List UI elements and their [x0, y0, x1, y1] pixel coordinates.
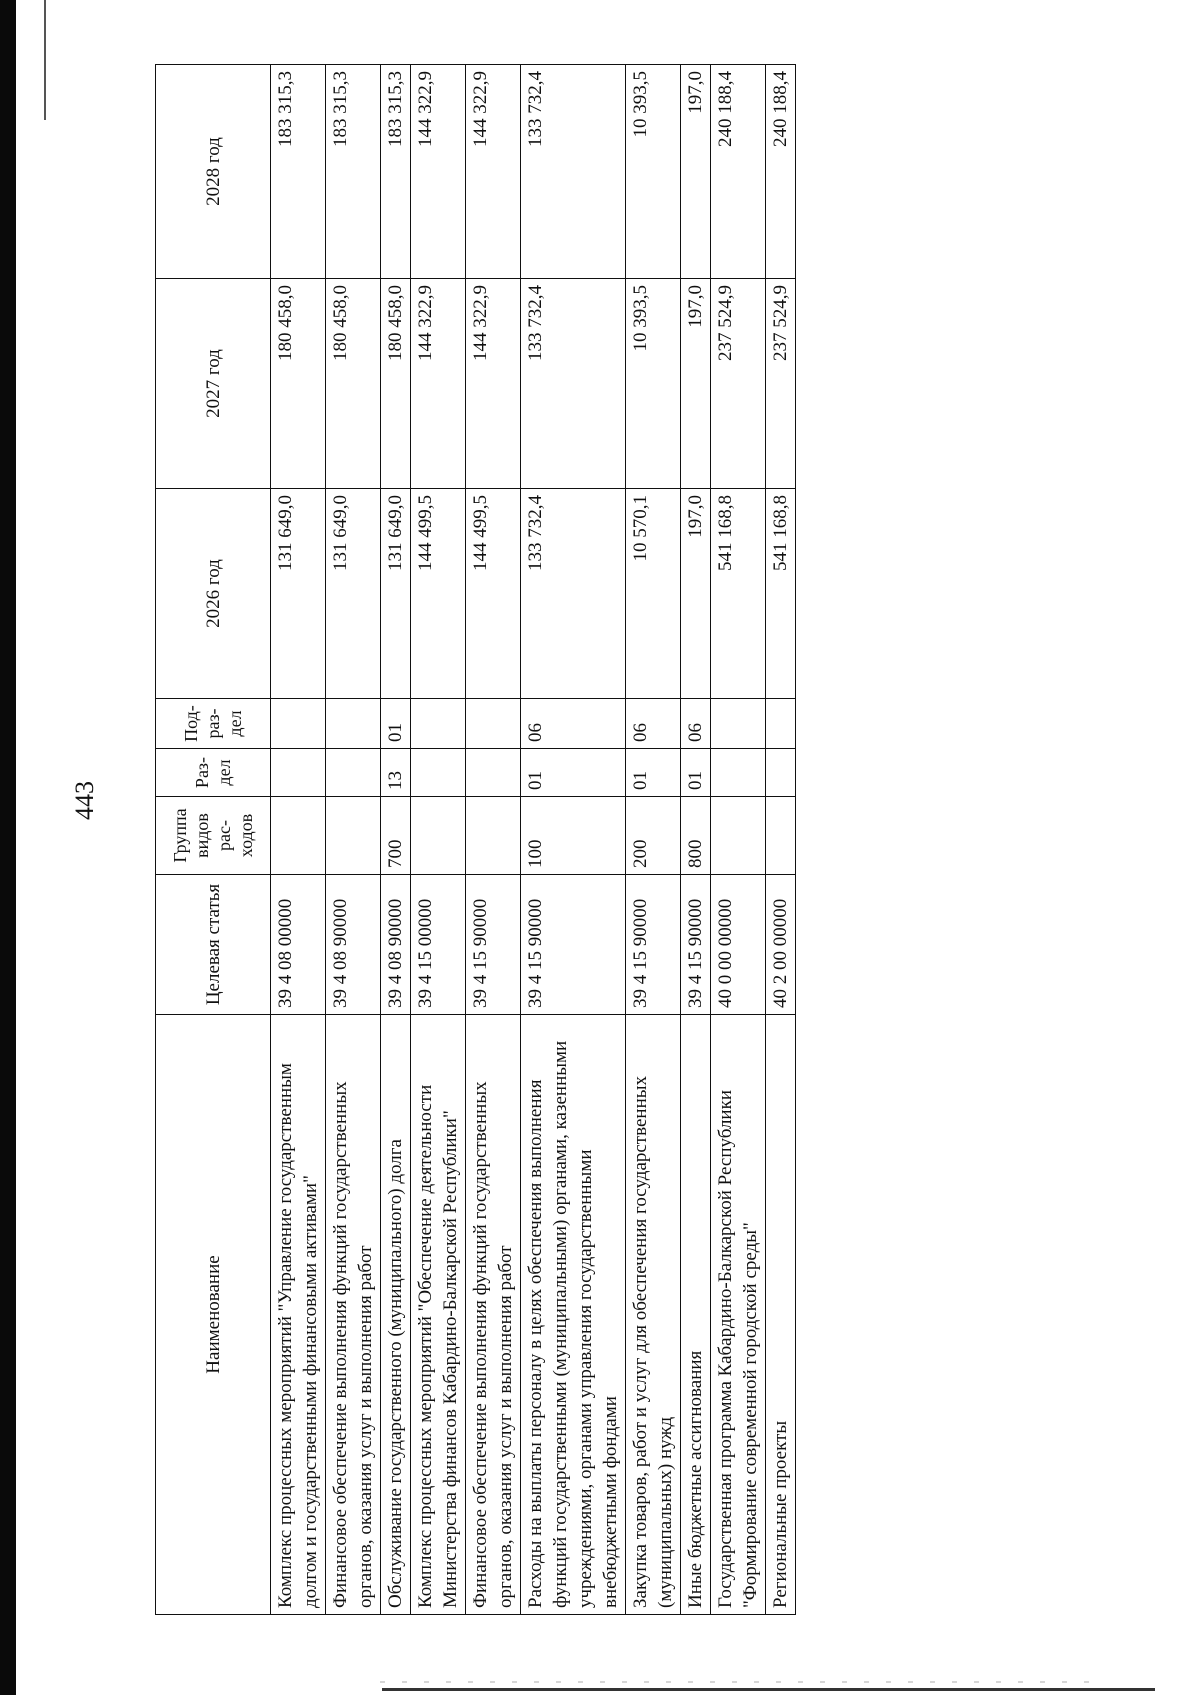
cell-section: 01	[521, 749, 626, 797]
cell-section: 01	[626, 749, 681, 797]
budget-table-container	[155, 64, 796, 1615]
scan-mark	[44, 0, 46, 120]
cell-section: 01	[681, 749, 711, 797]
cell-2027: 197,0	[681, 279, 711, 489]
cell-2026: 541 168,8	[711, 489, 766, 699]
cell-group	[466, 797, 521, 875]
scan-artifact	[380, 1681, 1100, 1683]
header-target-article: Целевая статья	[156, 875, 271, 1015]
cell-target: 39 4 15 90000	[681, 875, 711, 1015]
cell-group: 800	[681, 797, 711, 875]
cell-section	[326, 749, 381, 797]
cell-section	[466, 749, 521, 797]
cell-2027: 237 524,9	[711, 279, 766, 489]
table-row	[326, 65, 381, 1615]
cell-2028: 240 188,4	[766, 65, 796, 279]
budget-table	[155, 64, 796, 1615]
cell-section	[271, 749, 326, 797]
cell-subsection	[271, 699, 326, 749]
header-subsection: Под- раз- дел	[156, 699, 271, 749]
cell-name: Комплекс процессных мероприятий "Обеспечение деятельности Министерства финансов Кабардино-Балкарской Республики"	[411, 1015, 466, 1615]
cell-group	[271, 797, 326, 875]
cell-subsection: 06	[521, 699, 626, 749]
cell-target: 39 4 15 90000	[521, 875, 626, 1015]
scan-bottom-edge	[382, 1688, 1155, 1691]
cell-2028: 10 393,5	[626, 65, 681, 279]
cell-2027: 144 322,9	[411, 279, 466, 489]
cell-name: Иные бюджетные ассигнования	[681, 1015, 711, 1615]
cell-2027: 133 732,4	[521, 279, 626, 489]
cell-2028: 183 315,3	[271, 65, 326, 279]
cell-name: Расходы на выплаты персоналу в целях обеспечения выполнения функций государственными (муниципальными) органами, казенными учреждениями, органами управления государственными внебюджетными фондами	[521, 1015, 626, 1615]
cell-2026: 133 732,4	[521, 489, 626, 699]
header-name: Наименование	[156, 1015, 271, 1615]
scan-left-edge	[0, 0, 16, 1695]
cell-2026: 10 570,1	[626, 489, 681, 699]
header-expense-group: Группа видов рас- ходов	[156, 797, 271, 875]
cell-2027: 180 458,0	[381, 279, 411, 489]
cell-section: 13	[381, 749, 411, 797]
cell-group	[326, 797, 381, 875]
cell-group: 200	[626, 797, 681, 875]
table-row	[711, 65, 766, 1615]
cell-target: 40 2 00 00000	[766, 875, 796, 1015]
table-row	[466, 65, 521, 1615]
table-header-row	[156, 65, 271, 1615]
cell-name: Финансовое обеспечение выполнения функций государственных органов, оказания услуг и выполнения работ	[466, 1015, 521, 1615]
cell-2028: 133 732,4	[521, 65, 626, 279]
cell-2027: 180 458,0	[326, 279, 381, 489]
cell-group	[411, 797, 466, 875]
cell-2026: 131 649,0	[326, 489, 381, 699]
cell-2028: 144 322,9	[411, 65, 466, 279]
page-number: 443	[70, 781, 99, 820]
header-year-2026: 2026 год	[156, 489, 271, 699]
cell-2026: 144 499,5	[411, 489, 466, 699]
cell-subsection	[711, 699, 766, 749]
cell-subsection: 01	[381, 699, 411, 749]
header-section: Раз- дел	[156, 749, 271, 797]
cell-group	[711, 797, 766, 875]
header-year-2028: 2028 год	[156, 65, 271, 279]
cell-2026: 144 499,5	[466, 489, 521, 699]
cell-subsection	[326, 699, 381, 749]
cell-target: 39 4 15 00000	[411, 875, 466, 1015]
cell-target: 39 4 08 90000	[326, 875, 381, 1015]
cell-section	[711, 749, 766, 797]
table-row	[381, 65, 411, 1615]
table-row	[411, 65, 466, 1615]
cell-subsection: 06	[681, 699, 711, 749]
cell-2026: 131 649,0	[271, 489, 326, 699]
cell-target: 40 0 00 00000	[711, 875, 766, 1015]
cell-group: 700	[381, 797, 411, 875]
cell-name: Обслуживание государственного (муниципального) долга	[381, 1015, 411, 1615]
cell-2028: 183 315,3	[326, 65, 381, 279]
cell-2028: 183 315,3	[381, 65, 411, 279]
cell-subsection: 06	[626, 699, 681, 749]
cell-2027: 237 524,9	[766, 279, 796, 489]
cell-2026: 131 649,0	[381, 489, 411, 699]
cell-subsection	[466, 699, 521, 749]
cell-target: 39 4 15 90000	[626, 875, 681, 1015]
header-year-2027: 2027 год	[156, 279, 271, 489]
cell-2028: 197,0	[681, 65, 711, 279]
cell-group	[766, 797, 796, 875]
cell-name: Государственная программа Кабардино-Балкарской Республики "Формирование современной городской среды"	[711, 1015, 766, 1615]
table-row	[681, 65, 711, 1615]
cell-target: 39 4 08 00000	[271, 875, 326, 1015]
cell-group: 100	[521, 797, 626, 875]
cell-subsection	[766, 699, 796, 749]
cell-name: Региональные проекты	[766, 1015, 796, 1615]
cell-2028: 240 188,4	[711, 65, 766, 279]
cell-2027: 180 458,0	[271, 279, 326, 489]
cell-2028: 144 322,9	[466, 65, 521, 279]
cell-section	[766, 749, 796, 797]
table-row	[766, 65, 796, 1615]
cell-subsection	[411, 699, 466, 749]
cell-name: Закупка товаров, работ и услуг для обеспечения государственных (муниципальных) нужд	[626, 1015, 681, 1615]
cell-2027: 10 393,5	[626, 279, 681, 489]
cell-target: 39 4 08 90000	[381, 875, 411, 1015]
cell-name: Комплекс процессных мероприятий "Управление государственным долгом и государственными финансовыми активами"	[271, 1015, 326, 1615]
cell-2027: 144 322,9	[466, 279, 521, 489]
table-row	[626, 65, 681, 1615]
table-row	[271, 65, 326, 1615]
cell-target: 39 4 15 90000	[466, 875, 521, 1015]
table-row	[521, 65, 626, 1615]
cell-name: Финансовое обеспечение выполнения функций государственных органов, оказания услуг и выполнения работ	[326, 1015, 381, 1615]
cell-2026: 197,0	[681, 489, 711, 699]
cell-section	[411, 749, 466, 797]
cell-2026: 541 168,8	[766, 489, 796, 699]
